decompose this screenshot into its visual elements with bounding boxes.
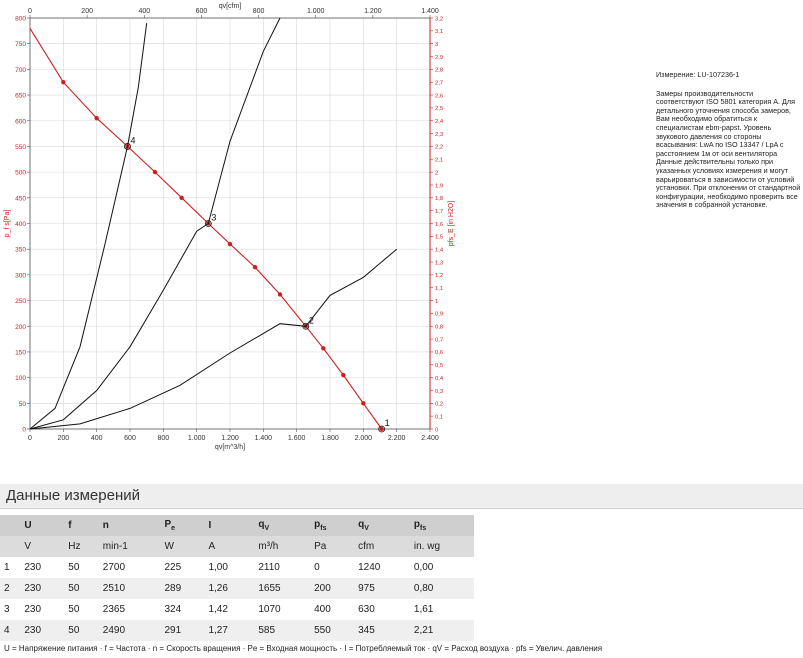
x-tick-label: 600 [124,435,136,442]
table-cell: 230 [20,557,64,578]
table-cell: 50 [64,620,99,641]
header-row [0,515,474,536]
series-marker [379,427,383,431]
table-cell: 230 [20,578,64,599]
x2-tick-label: 1.400 [421,8,439,15]
y2-tick-label: 1,1 [435,286,444,293]
table-cell: 2510 [99,578,161,599]
y2-tick-label: 3,1 [435,29,444,36]
y2-tick-label: 1,5 [435,234,444,241]
series-marker [321,346,325,350]
x-axis-label: qv[m^3/h] [214,444,246,451]
series-marker [153,170,157,174]
table-cell: 550 [310,620,354,641]
table-cell: 2110 [254,557,310,578]
table-cell: 2490 [99,620,161,641]
table-cell: 291 [160,620,204,641]
series-marker [361,401,365,405]
measurement-table [0,515,474,641]
unit-cell [0,536,20,557]
y2-tick-label: 0,1 [435,414,444,421]
section-header [0,484,803,509]
table-cell: 1070 [254,599,310,620]
table-cell: 585 [254,620,310,641]
x-tick-label: 1.000 [187,435,206,442]
operating-point-label: 4 [130,135,136,146]
unit-cell: in. wg [410,536,474,557]
header-cell: n [99,515,161,536]
table-cell: 2700 [99,557,161,578]
x-tick-label: 1.600 [287,435,306,442]
y2-tick-label: 2 [435,170,439,177]
y-tick-label: 250 [15,298,26,306]
table-cell: 975 [354,578,410,599]
y-tick-label: 500 [15,169,26,177]
y-tick-label: 200 [15,323,26,331]
table-cell: 1240 [354,557,410,578]
header-cell: $q_V$ [254,515,310,536]
table-cell: 50 [64,578,99,599]
row-id: 4 [0,620,20,641]
y2-tick-label: 1,7 [435,208,444,215]
row-id: 2 [0,578,20,599]
x2-tick-label: 0 [28,8,32,15]
x-tick-label: 200 [57,435,70,442]
table-row [0,599,474,620]
measurement-description: Замеры производительности соответствуют ISO 5801 категория А. Для детального уточнения способа замеров, Вам необходимо обратиться к специалистам ebm-papst. Уровень звукового давления со стороны всасывания: LwA по ISO 13347 / LpA с расстоянием 1м от оси вентилятора Данные действительны только при указанных условиях измерения и могут варьироваться в зависимости от условий установки. При отклонении от стандартной конфигурации, необходимо проверить все значения в собранной установке. [656,88,801,210]
y-tick-label: 150 [15,349,26,357]
y2-tick-label: 3,2 [435,16,444,23]
measurement-id: Измерение: LU-107236-1 [656,70,740,79]
series-marker [341,373,345,377]
table-cell: 324 [160,599,204,620]
x-tick-label: 1.400 [254,435,273,442]
table-cell: 2365 [99,599,161,620]
x2-tick-label: 1.000 [306,8,325,15]
units-row [0,536,474,557]
unit-cell: cfm [354,536,410,557]
y-tick-label: 650 [15,92,26,100]
header-cell [0,515,20,536]
table-cell: 2,21 [410,620,474,641]
y2-tick-label: 0,7 [435,337,444,344]
unit-cell: m³/h [254,536,310,557]
y2-tick-label: 0,6 [435,350,444,357]
y-tick-label: 600 [15,118,26,126]
header-cell: $P_e$ [160,515,204,536]
y2-tick-label: 1,3 [435,260,444,267]
y2-tick-label: 0 [435,427,439,434]
series-marker [228,242,232,246]
table-cell: 1,27 [204,620,254,641]
table-cell: 630 [354,599,410,620]
table-cell: 0 [310,557,354,578]
table-cell: 345 [354,620,410,641]
y2-tick-label: 2,9 [435,54,444,61]
section-title: Данные измерений [6,487,140,504]
y2-tick-label: 2,6 [435,93,444,100]
series-marker [278,292,282,296]
y-tick-label: 450 [15,195,26,203]
table-cell: 0,80 [410,578,474,599]
series-marker [61,80,65,84]
table-cell: 1,26 [204,578,254,599]
series-marker [253,265,257,269]
operating-point-label: 3 [211,212,217,223]
table-row [0,557,474,578]
y2-tick-label: 0,2 [435,401,444,408]
table-cell: 50 [64,557,99,578]
header-cell: U [20,515,64,536]
x2-tick-label: 1.200 [364,8,382,15]
y-tick-label: 50 [18,400,26,408]
y-tick-label: 100 [15,375,26,383]
y2-tick-label: 2,4 [435,119,444,126]
unit-cell: Hz [64,536,99,557]
x2-tick-label: 400 [138,8,151,15]
y-tick-label: 400 [15,221,26,228]
x-tick-label: 2.000 [354,435,373,442]
series-line [30,23,147,429]
table-cell: 50 [64,599,99,620]
y2-tick-label: 1,4 [435,247,444,254]
y2-tick-label: 1,6 [435,221,444,228]
y2-axis-label: pfs_E [in H2O] [448,200,455,247]
y2-tick-label: 0,4 [435,375,444,382]
header-cell: I [204,515,254,536]
table-cell: 230 [20,599,64,620]
x-tick-label: 1.200 [221,435,239,442]
y2-tick-label: 1,9 [435,183,444,190]
unit-cell: min-1 [99,536,161,557]
x-tick-label: 0 [28,435,32,442]
unit-cell: V [20,536,64,557]
header-cell: $q_V$ [354,515,410,536]
y-tick-label: 350 [15,246,26,254]
table-cell: 0,00 [410,557,474,578]
chart-grid [30,18,430,429]
chart-axes [15,8,444,442]
y2-tick-label: 2,2 [435,144,444,151]
y-tick-label: 800 [15,15,26,23]
operating-point-label: 1 [384,418,390,428]
header-cell: $p_{fs}$ [410,515,474,536]
table-cell: 1,00 [204,557,254,578]
table-cell: 1,42 [204,599,254,620]
unit-cell: Pa [310,536,354,557]
y2-tick-label: 0,3 [435,388,444,395]
y2-tick-label: 0,8 [435,324,444,331]
x2-axis-label: qv[cfm] [218,3,242,10]
row-id: 3 [0,599,20,620]
y-tick-label: 750 [15,41,26,49]
y2-tick-label: 2,5 [435,106,444,113]
table-cell: 200 [310,578,354,599]
unit-cell: W [160,536,204,557]
table-cell: 230 [20,620,64,641]
table-cell: 1655 [254,578,310,599]
measurement-note [656,71,801,210]
performance-chart [0,0,460,460]
x-tick-label: 400 [90,435,103,442]
y2-tick-label: 2,3 [435,131,444,138]
y2-tick-label: 2,7 [435,80,444,87]
y2-tick-label: 0,9 [435,311,444,318]
series-marker [179,196,183,200]
y-tick-label: 0 [22,426,26,434]
operating-points [125,135,390,432]
header-cell: $p_{fs}$ [310,515,354,536]
unit-cell: A [204,536,254,557]
series-marker [94,116,98,120]
table-footnote: U = Напряжение питания · f = Частота · n = Скорость вращения · Pe = Входная мощность · I = Потребляемый ток · qV = Расход воздуха · pfs = Увелич. давления [4,644,603,653]
y2-tick-label: 3 [435,41,439,48]
y2-tick-label: 0,5 [435,363,444,370]
y-axis-label: p_f s[Pa] [4,209,11,238]
y2-tick-label: 2,8 [435,67,444,74]
header-cell: f [64,515,99,536]
series-line [30,249,397,429]
x-tick-label: 1.800 [321,435,339,442]
x2-tick-label: 800 [252,8,265,15]
x2-tick-label: 200 [81,8,93,15]
table-cell: 225 [160,557,204,578]
table-row [0,578,474,599]
y-tick-label: 300 [15,272,26,280]
x-tick-label: 2.400 [421,435,439,442]
x-tick-label: 800 [157,435,170,442]
y-tick-label: 550 [15,143,26,151]
x-tick-label: 2.200 [387,435,406,442]
table-cell: 400 [310,599,354,620]
table-row [0,620,474,641]
y2-tick-label: 1,8 [435,196,444,203]
y2-tick-label: 2,1 [435,157,444,164]
table-cell: 289 [160,578,204,599]
chart-series [30,18,397,431]
x2-tick-label: 600 [195,8,208,15]
y2-tick-label: 1,2 [435,273,444,280]
y-tick-label: 700 [15,66,26,74]
y2-tick-label: 1 [435,298,439,305]
row-id: 1 [0,557,20,578]
operating-point-label: 2 [308,315,314,326]
table-cell: 1,61 [410,599,474,620]
